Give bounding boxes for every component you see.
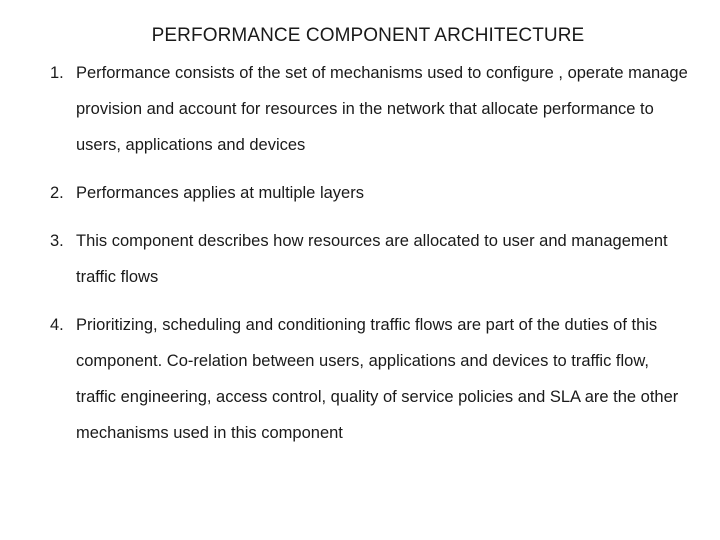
list-item xyxy=(50,307,690,451)
bullet-list xyxy=(50,55,690,463)
slide-title: PERFORMANCE COMPONENT ARCHITECTURE xyxy=(151,25,585,46)
list-item-text: Prioritizing, scheduling and conditioning traffic flows are part of the duties of this component. Co-relation between users, applications and devices to traffic flow, traffic engineering, access control, quality of service policies and SLA are the other mechanisms used in this component xyxy=(76,316,679,442)
list-item-number: 4. xyxy=(50,316,64,334)
list-item-number: 2. xyxy=(50,184,64,202)
list-item-number: 1. xyxy=(50,64,64,82)
list-item-text: This component describes how resources are allocated to user and management traffic flows xyxy=(76,232,668,286)
list-item-text: Performance consists of the set of mechanisms used to configure , operate manage provision and account for resources in the network that allocate performance to users, applications and devices xyxy=(76,64,688,154)
list-item-number: 3. xyxy=(50,232,64,250)
list-item xyxy=(50,55,690,163)
list-item xyxy=(50,223,690,295)
list-item-text: Performances applies at multiple layers xyxy=(76,184,364,202)
list-item xyxy=(50,175,690,211)
